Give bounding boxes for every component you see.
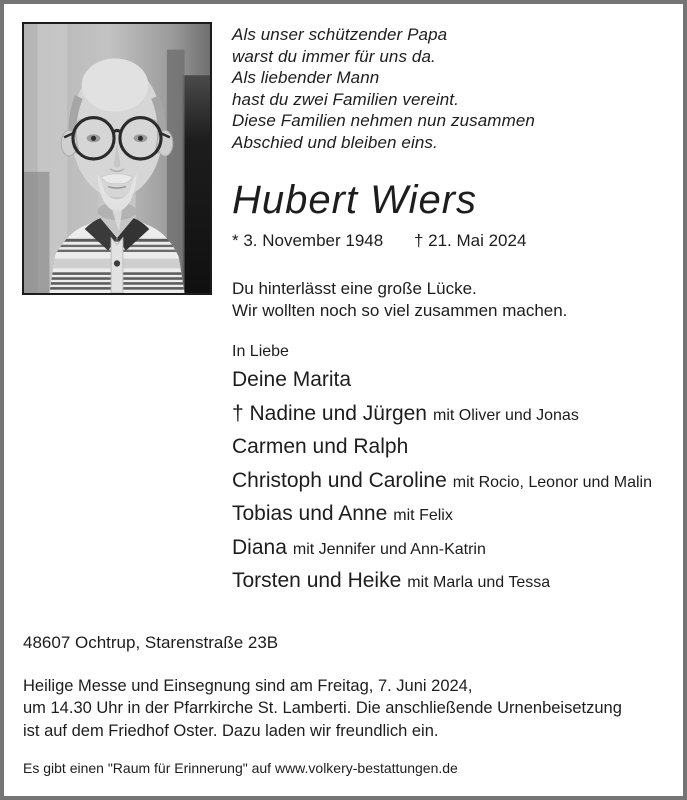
family-member-name: Deine Marita (232, 368, 352, 391)
poem-line: Abschied und bleiben eins. (232, 132, 438, 152)
family-member-name: Diana (232, 535, 287, 559)
funeral-service-info (23, 675, 622, 742)
family-member-name: Tobias und Anne (232, 502, 388, 525)
deceased-name: Hubert Wiers (232, 178, 478, 222)
family-row (232, 536, 674, 570)
family-member-children: mit Rocio, Leonor und Malin (452, 473, 653, 491)
family-member-children: mit Oliver und Jonas (432, 406, 579, 424)
closing-phrase: In Liebe (232, 343, 289, 360)
family-member-children: mit Felix (393, 507, 453, 524)
farewell-text (232, 278, 674, 322)
family-row (232, 368, 674, 402)
family-member-children: mit Jennifer und Ann-Katrin (292, 540, 486, 558)
family-member-name: † Nadine und Jürgen (232, 401, 427, 425)
farewell-line: Wir wollten noch so viel zusammen machen. (232, 301, 568, 320)
family-row (232, 569, 674, 603)
life-dates (232, 231, 674, 251)
memorial-website-note: Es gibt einen "Raum für Erinnerung" auf www.volkery-bestattungen.de (23, 760, 458, 776)
portrait-illustration (24, 24, 210, 293)
family-row (232, 469, 674, 503)
poem-line: Als liebender Mann (232, 68, 380, 87)
family-list (232, 368, 674, 603)
family-member-name: Torsten und Heike (232, 569, 402, 592)
family-member-name: Carmen und Ralph (232, 435, 409, 458)
poem-line: hast du zwei Familien vereint. (232, 89, 459, 109)
family-member-children: mit Marla und Tessa (407, 574, 551, 591)
portrait-photo (22, 22, 212, 295)
birth-date: * 3. November 1948 (232, 231, 384, 250)
home-address: 48607 Ochtrup, Starenstraße 23B (23, 633, 279, 652)
farewell-line: Du hinterlässt eine große Lücke. (232, 279, 477, 298)
family-row (232, 435, 674, 469)
notice-text-column (232, 24, 674, 603)
death-date: † 21. Mai 2024 (413, 231, 527, 250)
poem-line: Diese Familien nehmen nun zusammen (232, 111, 535, 130)
family-member-name: Christoph und Caroline (232, 468, 447, 492)
family-row (232, 502, 674, 536)
service-line: ist auf dem Friedhof Oster. Dazu laden wir freundlich ein. (23, 721, 439, 740)
service-line: Heilige Messe und Einsegnung sind am Freitag, 7. Juni 2024, (23, 677, 473, 695)
poem-line: Als unser schützender Papa (232, 25, 448, 44)
memorial-poem (232, 24, 674, 153)
family-row (232, 402, 674, 436)
poem-line: warst du immer für uns da. (232, 46, 436, 66)
service-line: um 14.30 Uhr in der Pfarrkirche St. Lamberti. Die anschließende Urnenbeisetzung (23, 699, 622, 718)
